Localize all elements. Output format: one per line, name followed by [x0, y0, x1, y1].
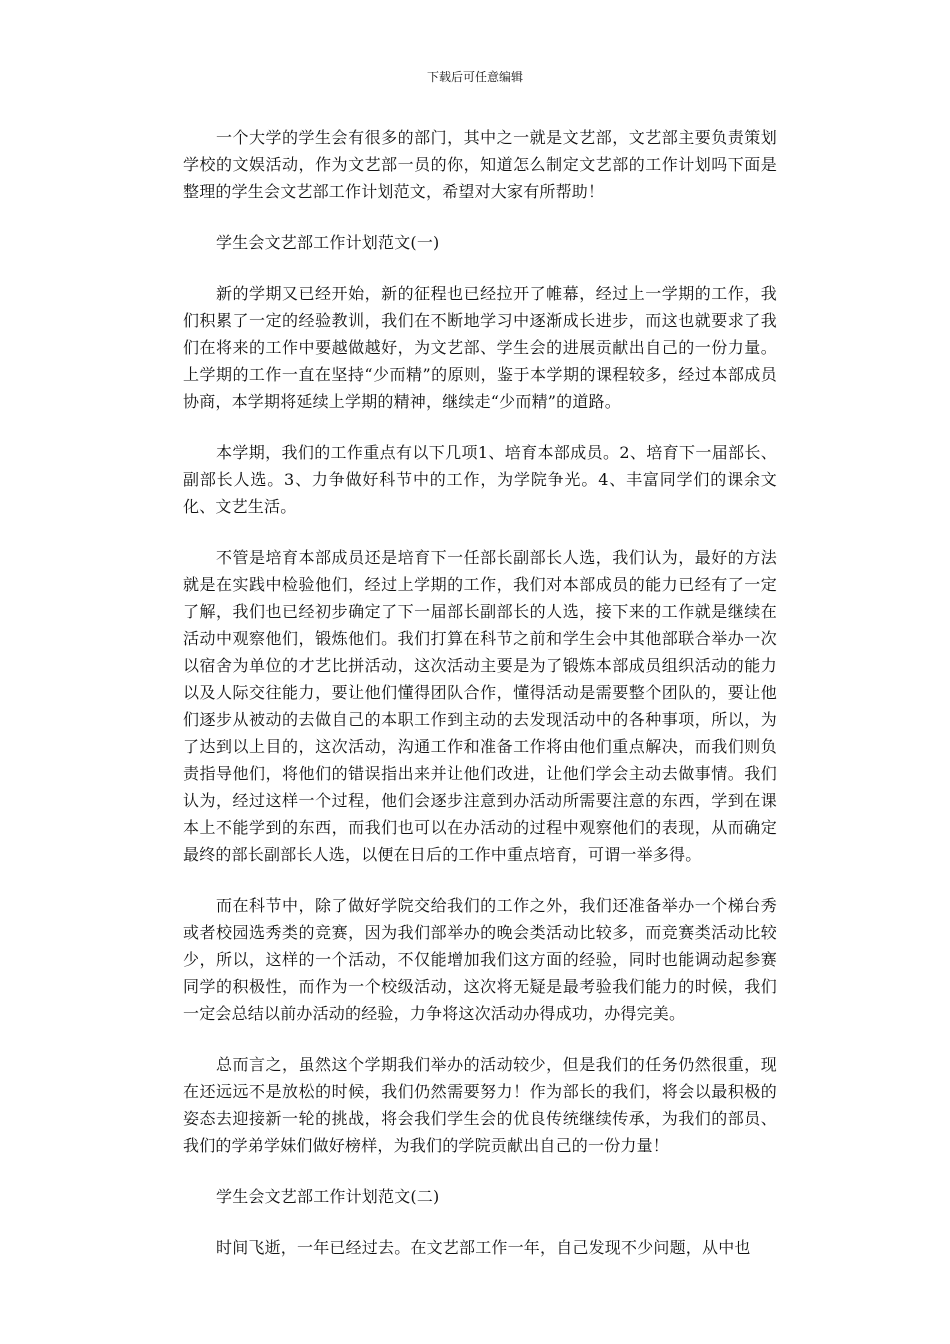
section1-paragraph-5: 总而言之，虽然这个学期我们举办的活动较少，但是我们的任务仍然很重，现在还远远不是放松的时候，我们仍然需要努力！作为部长的我们，将会以最积极的姿态去迎接新一轮的挑战，将会我们学生会的优良传统继续传承，为我们的部员、我们的学弟学妹们做好榜样，为我们的学院贡献出自己的一份力量！ [183, 1055, 777, 1155]
section2-paragraph-1: 时间飞逝，一年已经过去。在文艺部工作一年，自己发现不少问题，从中也 [216, 1238, 751, 1257]
section1-paragraph-4: 而在科节中，除了做好学院交给我们的工作之外，我们还准备举办一个梯台秀或者校园选秀类的竞赛，因为我们部举办的晚会类活动比较多，而竞赛类活动比较少，所以，这样的一个活动，不仅能增加我们这方面的经验，同时也能调动起参赛同学的积极性，而作为一个校级活动，这次将无疑是最考验我们能力的时候，我们一定会总结以前办活动的经验，力争将这次活动办得成功，办得完美。 [183, 896, 777, 1023]
document-body [183, 124, 777, 1285]
page-header: 下载后可任意编辑 [426, 70, 523, 84]
section-title-1: 学生会文艺部工作计划范文(一) [216, 233, 440, 252]
section1-paragraph-1: 新的学期又已经开始，新的征程也已经拉开了帷幕，经过上一学期的工作，我们积累了一定的经验教训，我们在不断地学习中逐渐成长进步，而这也就要求了我们在将来的工作中要越做越好，为文艺部、学生会的进展贡献出自己的一份力量。上学期的工作一直在坚持“少而精”的原则，鉴于本学期的课程较多，经过本部成员协商，本学期将延续上学期的精神，继续走“少而精”的道路。 [183, 284, 777, 411]
section1-paragraph-3: 不管是培育本部成员还是培育下一任部长副部长人选，我们认为，最好的方法就是在实践中检验他们，经过上学期的工作，我们对本部成员的能力已经有了一定了解，我们也已经初步确定了下一届部长副部长的人选，接下来的工作就是继续在活动中观察他们，锻炼他们。我们打算在科节之前和学生会中其他部联合举办一次以宿舍为单位的才艺比拼活动，这次活动主要是为了锻炼本部成员组织活动的能力以及人际交往能力，要让他们懂得团队合作，懂得活动是需要整个团队的，要让他们逐步从被动的去做自己的本职工作到主动的去发现活动中的各种事项，所以，为了达到以上目的，这次活动，沟通工作和准备工作将由他们重点解决，而我们则负责指导他们，将他们的错误指出来并让他们改进，让他们学会主动去做事情。我们认为，经过这样一个过程，他们会逐步注意到办活动所需要注意的东西，学到在课本上不能学到的东西，而我们也可以在办活动的过程中观察他们的表现，从而确定最终的部长副部长人选，以便在日后的工作中重点培育，可谓一举多得。 [183, 548, 777, 864]
intro-paragraph: 一个大学的学生会有很多的部门，其中之一就是文艺部，文艺部主要负责策划学校的文娱活动，作为文艺部一员的你，知道怎么制定文艺部的工作计划吗下面是整理的学生会文艺部工作计划范文，希望对大家有所帮助！ [183, 128, 777, 201]
section1-paragraph-2: 本学期，我们的工作重点有以下几项1、培育本部成员。2、培育下一届部长、副部长人选。3、力争做好科节中的工作，为学院争光。4、丰富同学们的课余文化、文艺生活。 [183, 443, 777, 516]
section-title-2: 学生会文艺部工作计划范文(二) [216, 1187, 440, 1206]
